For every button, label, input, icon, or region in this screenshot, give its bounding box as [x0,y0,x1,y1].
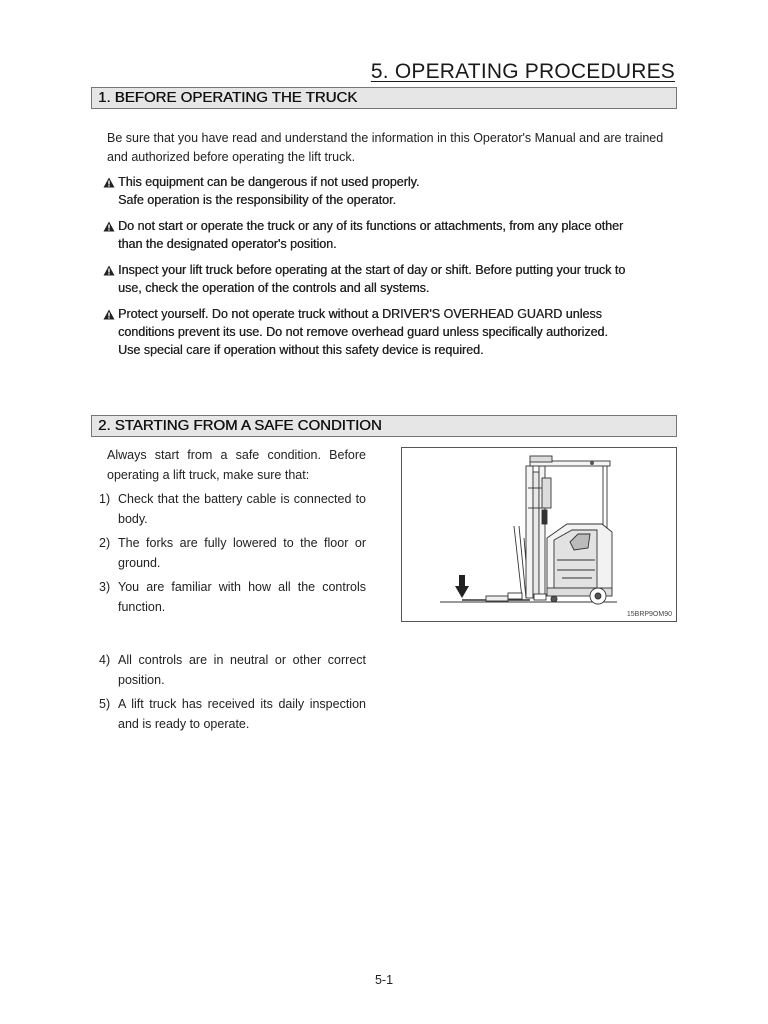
warning-triangle-icon [103,217,118,253]
item-text: Check that the battery cable is connected to body. [118,492,366,526]
item-number: 3) [99,580,111,594]
section-heading-2-text: 2. STARTING FROM A SAFE CONDITION [98,417,382,434]
item-number: 2) [99,536,111,550]
item-text: All controls are in neutral or other correct position. [118,653,366,687]
intro-line-2: and authorized before operating the lift truck. [107,150,356,164]
checklist-column [99,446,366,734]
item-text: You are familiar with how all the controls function. [118,580,366,614]
item-number: 4) [99,653,111,667]
warning-list [103,173,677,367]
forklift-figure [401,447,677,622]
figure-code: 15BRP9OM90 [626,611,672,618]
warning-2-line-2: than the designated operator's position. [118,237,337,251]
warning-4-line-3: Use special care if operation without this safety device is required. [118,343,484,357]
section-heading-1-text: 1. BEFORE OPERATING THE TRUCK [98,89,358,106]
checklist-lead: Always start from a safe condition. Before operating a lift truck, make sure that: [107,448,366,482]
forklift-illustration [402,448,676,621]
intro-line-1: Be sure that you have read and understand the information in this Operator's Manual and are trained [107,131,664,145]
warning-triangle-icon [103,173,118,209]
checklist-item [99,490,366,529]
warning-3-line-2: use, check the operation of the controls and all systems. [118,281,430,295]
section-heading-2 [91,415,677,437]
warning-triangle-icon [103,261,118,297]
warning-item [103,261,677,297]
item-text: A lift truck has received its daily inspection and is ready to operate. [118,697,366,731]
intro-paragraph [107,129,677,167]
warning-triangle-icon [103,305,118,359]
checklist-item [99,578,366,617]
warning-1-line-2: Safe operation is the responsibility of the operator. [118,193,396,207]
warning-4-line-2: conditions prevent its use. Do not remove overhead guard unless specifically authorized. [118,325,608,339]
item-number: 1) [99,492,111,506]
warning-item [103,305,677,359]
page-title: 5. OPERATING PROCEDURES [370,60,675,83]
section-heading-1 [91,87,677,109]
item-text: The forks are fully lowered to the floor or ground. [118,536,366,570]
warning-item [103,217,677,253]
checklist-item [99,651,366,690]
item-number: 5) [99,697,111,711]
warning-item [103,173,677,209]
warning-2-line-1: Do not start or operate the truck or any of its functions or attachments, from any place other [118,219,624,233]
warning-1-line-1: This equipment can be dangerous if not used properly. [118,175,420,189]
page-number: 5-1 [374,973,394,987]
warning-4-line-1: Protect yourself. Do not operate truck without a DRIVER'S OVERHEAD GUARD unless [118,307,602,321]
warning-3-line-1: Inspect your lift truck before operating at the start of day or shift. Before putting your truck to [118,263,626,277]
checklist-item [99,695,366,734]
checklist-item [99,534,366,573]
